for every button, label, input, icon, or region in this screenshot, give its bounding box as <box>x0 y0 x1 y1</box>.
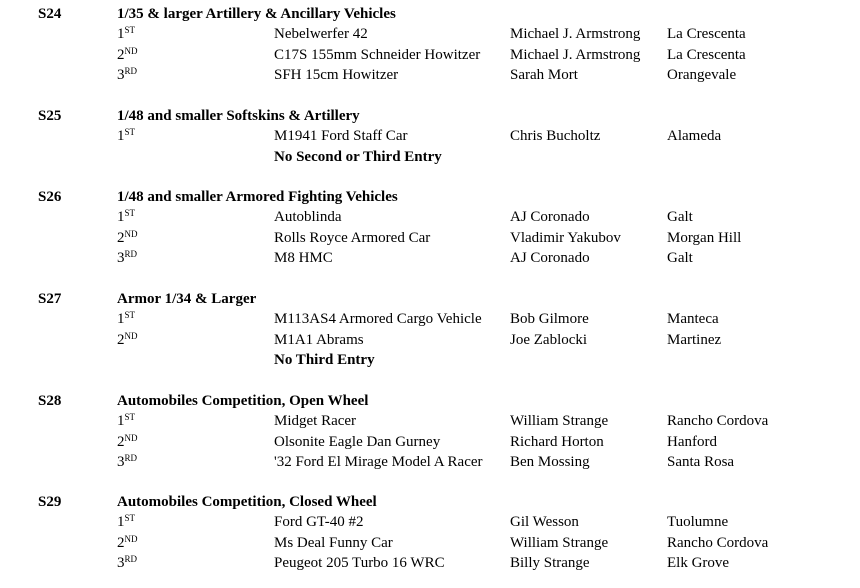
category-code: S24 <box>38 6 62 22</box>
placement-suffix: RD <box>124 66 138 77</box>
entrant-city: Orangevale <box>667 67 737 84</box>
placement-suffix: ND <box>124 432 138 443</box>
model-name: C17S 155mm Schneider Howitzer <box>274 46 481 63</box>
category-code: S29 <box>38 494 62 510</box>
placement <box>117 535 138 552</box>
placement <box>117 514 135 531</box>
entrant-name: AJ Coronado <box>510 250 590 267</box>
placement-row <box>0 434 860 454</box>
entrant-city: Alameda <box>667 128 722 145</box>
placement-row <box>0 311 860 331</box>
category-code: S26 <box>38 189 62 205</box>
placement-number: 1 <box>117 413 125 430</box>
entrant-city: Manteca <box>667 311 719 328</box>
model-name: Ms Deal Funny Car <box>274 534 393 551</box>
entrant-city: Martinez <box>667 331 722 348</box>
placement <box>117 250 137 267</box>
placement <box>117 67 137 84</box>
entrant-city: Elk Grove <box>667 555 730 572</box>
placement-number: 1 <box>117 311 125 328</box>
entrant-city: Rancho Cordova <box>667 413 769 430</box>
entrant-name: Chris Bucholtz <box>510 128 601 145</box>
placement-number: 3 <box>117 454 125 471</box>
category-title: 1/35 & larger Artillery & Ancillary Vehicles <box>117 6 396 22</box>
placement-row <box>0 555 860 575</box>
entrant-city: La Crescenta <box>667 46 746 63</box>
category-title: Armor 1/34 & Larger <box>117 291 257 307</box>
placement-row <box>0 250 860 270</box>
placement-number: 2 <box>117 229 125 246</box>
placement <box>117 555 137 572</box>
placement-number: 2 <box>117 534 125 551</box>
category-code: S28 <box>38 393 62 409</box>
placement-number: 3 <box>117 250 125 267</box>
entrant-name: Michael J. Armstrong <box>510 46 641 63</box>
placement <box>117 128 135 145</box>
model-name: Autoblinda <box>274 209 342 226</box>
entrant-name: Michael J. Armstrong <box>510 26 641 43</box>
entry-note: No Second or Third Entry <box>274 148 442 165</box>
entrant-name: Joe Zablocki <box>510 331 588 348</box>
placement-row <box>0 209 860 229</box>
placement-number: 1 <box>117 209 125 226</box>
placement-row <box>0 67 860 87</box>
entrant-name: Sarah Mort <box>510 67 578 84</box>
model-name: Olsonite Eagle Dan Gurney <box>274 433 441 450</box>
model-name: M113AS4 Armored Cargo Vehicle <box>274 311 482 328</box>
placement-number: 3 <box>117 67 125 84</box>
entrant-name: AJ Coronado <box>510 209 590 226</box>
category-title: 1/48 and smaller Softskins & Artillery <box>117 108 360 124</box>
placement-suffix: ST <box>124 513 136 524</box>
model-name: M1941 Ford Staff Car <box>274 128 408 145</box>
placement-number: 3 <box>117 555 125 572</box>
placement-number: 1 <box>117 128 125 145</box>
model-name: Rolls Royce Armored Car <box>274 229 431 246</box>
model-name: '32 Ford El Mirage Model A Racer <box>274 454 483 471</box>
entrant-name: Billy Strange <box>510 555 590 572</box>
entrant-name: Richard Horton <box>510 433 604 450</box>
entrant-name: William Strange <box>510 413 609 430</box>
entrant-city: Rancho Cordova <box>667 534 769 551</box>
placement-number: 2 <box>117 433 125 450</box>
placement-suffix: RD <box>124 453 138 464</box>
placement <box>117 209 135 226</box>
entrant-city: Santa Rosa <box>667 454 735 471</box>
model-name: Nebelwerfer 42 <box>274 26 368 43</box>
entrant-city: La Crescenta <box>667 26 746 43</box>
entrant-name: Gil Wesson <box>510 514 579 531</box>
category-code: S25 <box>38 108 62 124</box>
placement-row <box>0 535 860 555</box>
category-code: S27 <box>38 291 62 307</box>
placement-row <box>0 26 860 46</box>
entry-note-row <box>0 352 860 372</box>
model-name: M8 HMC <box>274 250 333 267</box>
placement-row <box>0 128 860 148</box>
placement <box>117 26 135 43</box>
placement <box>117 311 135 328</box>
placement-suffix: ND <box>124 533 138 544</box>
model-name: Midget Racer <box>274 413 357 430</box>
category-title: 1/48 and smaller Armored Fighting Vehicles <box>117 189 398 205</box>
category-title: Automobiles Competition, Closed Wheel <box>117 494 377 510</box>
placement <box>117 332 138 349</box>
entrant-city: Tuolumne <box>667 514 729 531</box>
placement-number: 1 <box>117 26 125 43</box>
placement-suffix: ST <box>124 127 136 138</box>
entrant-name: Bob Gilmore <box>510 311 589 328</box>
placement-suffix: ST <box>124 25 136 36</box>
placement-number: 2 <box>117 331 125 348</box>
placement-row <box>0 514 860 534</box>
entry-note-row <box>0 149 860 169</box>
placement-row <box>0 230 860 250</box>
placement-suffix: RD <box>124 554 138 565</box>
placement-row <box>0 454 860 474</box>
placement-suffix: ST <box>124 310 136 321</box>
entrant-city: Morgan Hill <box>667 229 742 246</box>
model-name: Peugeot 205 Turbo 16 WRC <box>274 555 445 572</box>
placement-suffix: ST <box>124 412 136 423</box>
entrant-name: Ben Mossing <box>510 454 590 471</box>
entrant-city: Hanford <box>667 433 717 450</box>
placement-suffix: ST <box>124 208 136 219</box>
placement <box>117 47 138 64</box>
placement-row <box>0 413 860 433</box>
placement-suffix: ND <box>124 228 138 239</box>
placement-number: 1 <box>117 514 125 531</box>
category-title: Automobiles Competition, Open Wheel <box>117 393 369 409</box>
placement-row <box>0 47 860 67</box>
placement-suffix: ND <box>124 45 138 56</box>
placement-suffix: RD <box>124 249 138 260</box>
placement <box>117 413 135 430</box>
entrant-name: Vladimir Yakubov <box>510 229 621 246</box>
entrant-city: Galt <box>667 250 693 267</box>
placement-row <box>0 332 860 352</box>
model-name: Ford GT-40 #2 <box>274 514 364 531</box>
placement-suffix: ND <box>124 330 138 341</box>
entry-note: No Third Entry <box>274 352 375 369</box>
placement-number: 2 <box>117 46 125 63</box>
model-name: M1A1 Abrams <box>274 331 364 348</box>
placement <box>117 230 138 247</box>
placement <box>117 454 137 471</box>
model-name: SFH 15cm Howitzer <box>274 67 399 84</box>
placement <box>117 434 138 451</box>
entrant-name: William Strange <box>510 534 609 551</box>
entrant-city: Galt <box>667 209 693 226</box>
